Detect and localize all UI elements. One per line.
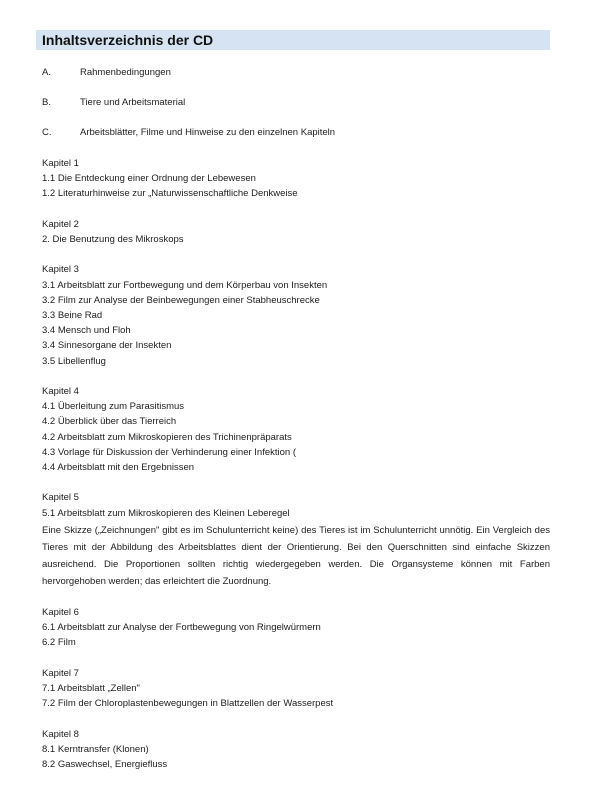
chapter-heading: Kapitel 7 [42,667,79,679]
chapter-6 [42,605,554,651]
chapter-entry: 3.4 Mensch und Floh [42,325,131,337]
chapter-entry: 2. Die Benutzung des Mikroskops [42,234,184,245]
chapter-2 [42,217,554,247]
section-letter: B. [42,97,51,108]
chapter-entry: 1.1 Die Entdeckung einer Ordnung der Lebewesen [42,173,256,185]
chapter-entry: 4.4 Arbeitsblatt mit den Ergebnissen [42,462,195,474]
chapter-heading: Kapitel 4 [42,386,79,397]
chapter-7 [42,666,554,712]
section-letter: C. [42,127,52,138]
chapter-entry: 3.4 Sinnesorgane der Insekten [42,340,172,352]
chapter-heading: Kapitel 3 [42,264,79,276]
chapter-entry: 3.5 Libellenflug [42,355,106,367]
chapter-heading: Kapitel 5 [42,492,79,504]
section-c [42,126,335,140]
page-title: Inhaltsverzeichnis der CD [42,32,214,48]
chapter-heading: Kapitel 6 [42,607,79,618]
chapter-entry: 5.1 Arbeitsblatt zum Mikroskopieren des Kleinen Leberegel [42,507,290,519]
chapter-entry: 6.1 Arbeitsblatt zur Analyse der Fortbewegung von Ringelwürmern [42,622,321,634]
chapter-entry: 4.1 Überleitung zum Parasitismus [42,401,185,413]
chapter-entry: 7.1 Arbeitsblatt „Zellen" [42,683,140,694]
chapter-entry: 3.2 Film zur Analyse der Beinbewegungen einer Stabheuschrecke [42,294,320,306]
chapter-heading: Kapitel 8 [42,728,79,740]
section-text: Tiere und Arbeitsmaterial [80,97,186,108]
section-b [42,96,185,110]
chapter-entry: 3.3 Beine Rad [42,310,103,321]
section-a [42,66,171,80]
section-text: Arbeitsblätter, Filme und Hinweise zu den einzelnen Kapiteln [80,127,336,138]
chapter-8 [42,727,554,773]
chapter-entry: 3.1 Arbeitsblatt zur Fortbewegung und dem Körperbau von Insekten [42,279,328,291]
chapter-entry: 1.2 Literaturhinweise zur „Naturwissenschaftliche Denkweise [42,188,298,200]
chapter-note-paragraph: Eine Skizze („Zeichnungen" gibt es im Schulunterricht keine) des Tieres ist im Schulunterricht unnötig. Ein Vergleich des Tieres mit der Abbildung des Arbeitsblattes dient der Orientierung. Bei den Querschnitten sind einfache Skizzen ausreichend. Die Proportionen sollten richtig wiedergegeben werden. Die Organsysteme können mit Farben hervorgehoben werden; das erleichtert die Zuordnung. [42,524,550,587]
chapter-heading: Kapitel 1 [42,158,79,169]
chapter-entry: 4.2 Arbeitsblatt zum Mikroskopieren des Trichinenpräparats [42,431,292,443]
chapter-3 [42,262,554,368]
chapter-entry: 4.2 Überblick über das Tierreich [42,416,177,428]
chapter-1 [42,156,554,202]
chapter-entry: 8.2 Gaswechsel, Energiefluss [42,759,168,770]
section-letter: A. [42,67,51,78]
chapter-entry: 7.2 Film der Chloroplastenbewegungen in Blattzellen der Wasserpest [42,698,334,710]
section-text: Rahmenbedingungen [80,67,171,78]
chapter-entry: 6.2 Film [42,637,76,649]
chapter-heading: Kapitel 2 [42,218,79,230]
chapter-4 [42,384,554,475]
chapter-entry: 4.3 Vorlage für Diskussion der Verhinderung einer Infektion ( [42,446,297,458]
chapter-list [42,156,554,787]
chapter-entry: 8.1 Kerntransfer (Klonen) [42,743,149,755]
chapter-5 [42,490,554,589]
